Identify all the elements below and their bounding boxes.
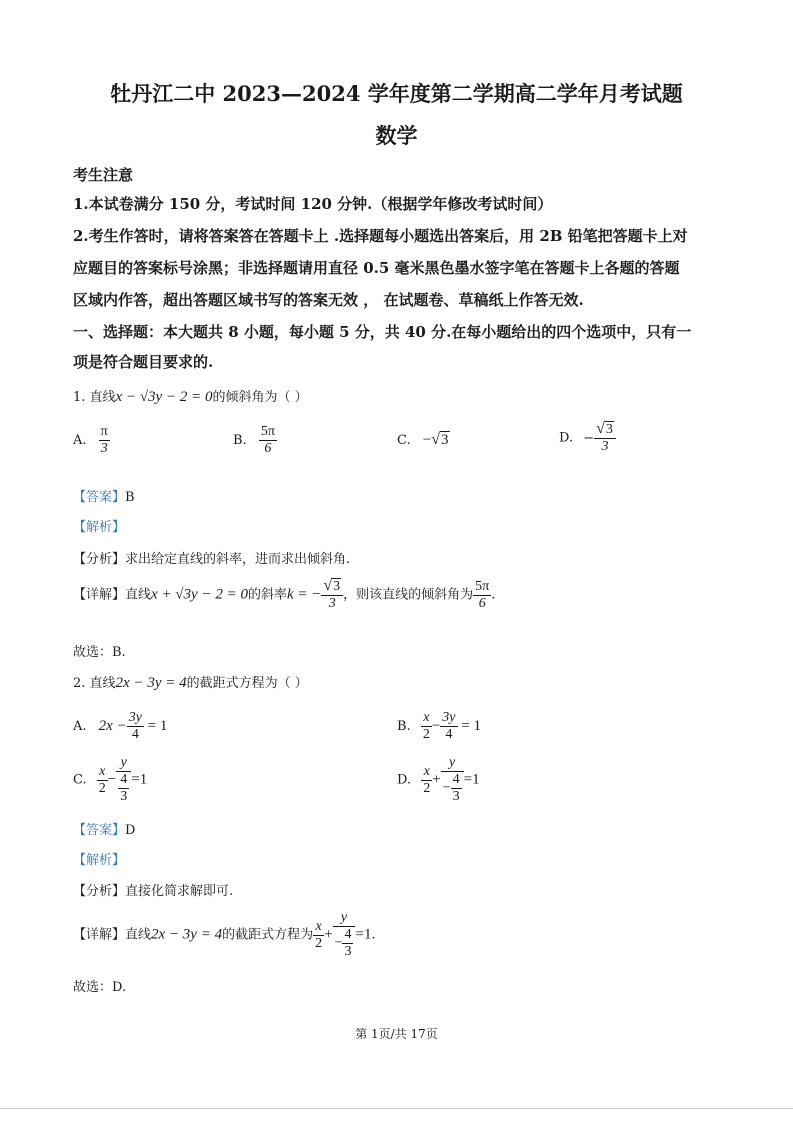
q1-detail-equation: x + √3y − 2 = 0 — [151, 586, 248, 603]
q2-option-a: A. 2x − $\frac{3y}{4}$ = 1 — [73, 710, 168, 742]
q2-analysis-tag: 【解析】 — [73, 853, 126, 868]
q2-answer-value: D — [125, 823, 136, 838]
q2-option-c: C. $\frac{x}{2}$ − $\frac{y}{\frac{4}{3}}$ =1 — [73, 755, 148, 804]
q2-option-b-value: $\frac{x}{2}$ — [422, 710, 430, 742]
q1-detail-text-b: 的斜率 — [247, 587, 287, 603]
q2-answer-tag: 【答案】 — [73, 823, 126, 838]
q1-suffix: 的倾斜角为（ ） — [212, 390, 308, 405]
page-number: 第 1页/共 17页 — [355, 1027, 438, 1041]
exam-title: 牡丹江二中 2023—2024 学年度第二学期高二学年月考试题 — [110, 81, 683, 106]
q2-prefix: 2. 直线 — [73, 676, 116, 691]
section-heading-line-2: 项是符合题目要求的. — [73, 353, 214, 371]
q2-fenxi-tag: 【分析】 — [73, 884, 126, 899]
q2-detail-text-a: 直线 — [125, 927, 152, 943]
q2-detail-end: . — [371, 927, 376, 943]
q1-choose: 故选：B. — [73, 645, 126, 660]
q1-option-c-value: −√3 — [422, 431, 449, 448]
bottom-divider — [0, 1108, 793, 1109]
q2-option-d: D. $\frac{x}{2}$ + y − $\frac{4}{3}$ =1 — [397, 755, 480, 804]
q2-suffix: 的截距式方程为（ ） — [186, 676, 308, 691]
section-heading-line-1: 一、选择题：本大题共 8 小题，每小题 5 分，共 40 分.在每小题给出的四个选项中，只有一 — [73, 323, 692, 341]
q1-stem — [73, 386, 308, 406]
q2-detail-text-b: 的截距式方程为 — [222, 927, 314, 943]
q2-fenxi — [73, 880, 233, 899]
notice-item-2-line-2: 应题目的答案标号涂黑；非选择题请用直径 0.5 毫米黑色墨水签字笔在答题卡上各题的答题 — [73, 259, 680, 277]
q1-prefix: 1. 直线 — [73, 390, 116, 405]
q1-option-a-label: A. — [73, 433, 87, 448]
q2-detail-tag: 【详解】 — [73, 927, 126, 943]
q2-equation: 2x − 3y = 4 — [115, 675, 187, 691]
q2-option-b: B. $\frac{x}{2}$ − $\frac{3y}{4}$ = 1 — [397, 710, 481, 742]
q1-detail-text-c: ，则该直线的倾斜角为 — [343, 587, 474, 603]
q1-detail-angle: $\frac{5\pi}{6}$ — [475, 578, 490, 611]
q1-analysis-tag: 【解析】 — [73, 520, 126, 535]
q2-option-d-value: $\frac{x}{2}$ — [423, 763, 431, 796]
notice-item-1: 1.本试卷满分 150 分，考试时间 120 分钟.（根据学年修改考试时间） — [73, 195, 553, 213]
q2-option-a-value: $\frac{3y}{4}$ — [128, 710, 142, 742]
subject-title: 数学 — [375, 123, 418, 148]
q1-fenxi — [73, 548, 350, 567]
q2-option-c-value: $\frac{x}{2}$ — [98, 763, 106, 796]
notice-item-2-line-1: 2.考生作答时，请将答案答在答题卡上 .选择题每小题选出答案后，用 2B 铅笔把答题卡上对 — [73, 227, 688, 245]
q1-detail-end: . — [491, 587, 496, 603]
q2-option-c-label: C. — [73, 772, 87, 788]
q2-choose: 故选：D. — [73, 980, 127, 995]
q1-option-d-label: D. — [559, 430, 574, 446]
q1-detail-slope-fraction: $\frac{√3}{3}$ — [321, 578, 343, 612]
q1-option-b — [233, 424, 277, 457]
q2-answer — [73, 819, 135, 838]
notice-item-2-line-3: 区域内作答，超出答题区域书写的答案无效 ， 在试题卷、草稿纸上作答无效. — [73, 291, 584, 309]
q1-detail — [73, 578, 495, 612]
q1-option-b-label: B. — [233, 433, 247, 448]
q1-answer-value: B — [125, 490, 135, 505]
q1-fenxi-tag: 【分析】 — [73, 552, 126, 567]
q2-detail-answer: $\frac{x}{2}$ — [315, 918, 323, 951]
q2-option-d-label: D. — [397, 772, 412, 788]
q2-detail-equation: 2x − 3y = 4 — [151, 926, 223, 943]
q1-equation: x − √3y − 2 = 0 — [115, 389, 213, 405]
q1-option-d: D. − $\frac{√3}{3}$ — [559, 421, 616, 455]
q1-option-c-label: C. — [397, 433, 411, 448]
notice-heading: 考生注意 — [73, 166, 134, 184]
q2-option-b-label: B. — [397, 719, 411, 734]
q2-detail: 【详解】直线2x − 3y = 4的截距式方程为 $\frac{x}{2}$ + y − $\frac{4}{3}$ =1. — [73, 910, 376, 959]
q2-option-a-label: A. — [73, 719, 87, 734]
q1-option-c — [397, 431, 450, 449]
q1-answer — [73, 486, 135, 505]
q1-option-a-value: $\frac{\pi}{3}$ — [100, 424, 108, 456]
q2-fenxi-text: 直接化简求解即可. — [125, 884, 234, 899]
q1-option-b-value: $\frac{5\pi}{6}$ — [260, 424, 275, 456]
q1-fenxi-text: 求出给定直线的斜率，进而求出倾斜角. — [125, 552, 351, 567]
q1-detail-text-a: 直线 — [125, 587, 152, 603]
q1-option-a — [73, 424, 110, 457]
q2-stem — [73, 672, 308, 692]
q1-answer-tag: 【答案】 — [73, 490, 126, 505]
q1-option-d-value: $\frac{√3}{3}$ — [594, 421, 616, 455]
q1-detail-tag: 【详解】 — [73, 587, 126, 603]
q1-detail-slope: k = − — [286, 586, 322, 603]
